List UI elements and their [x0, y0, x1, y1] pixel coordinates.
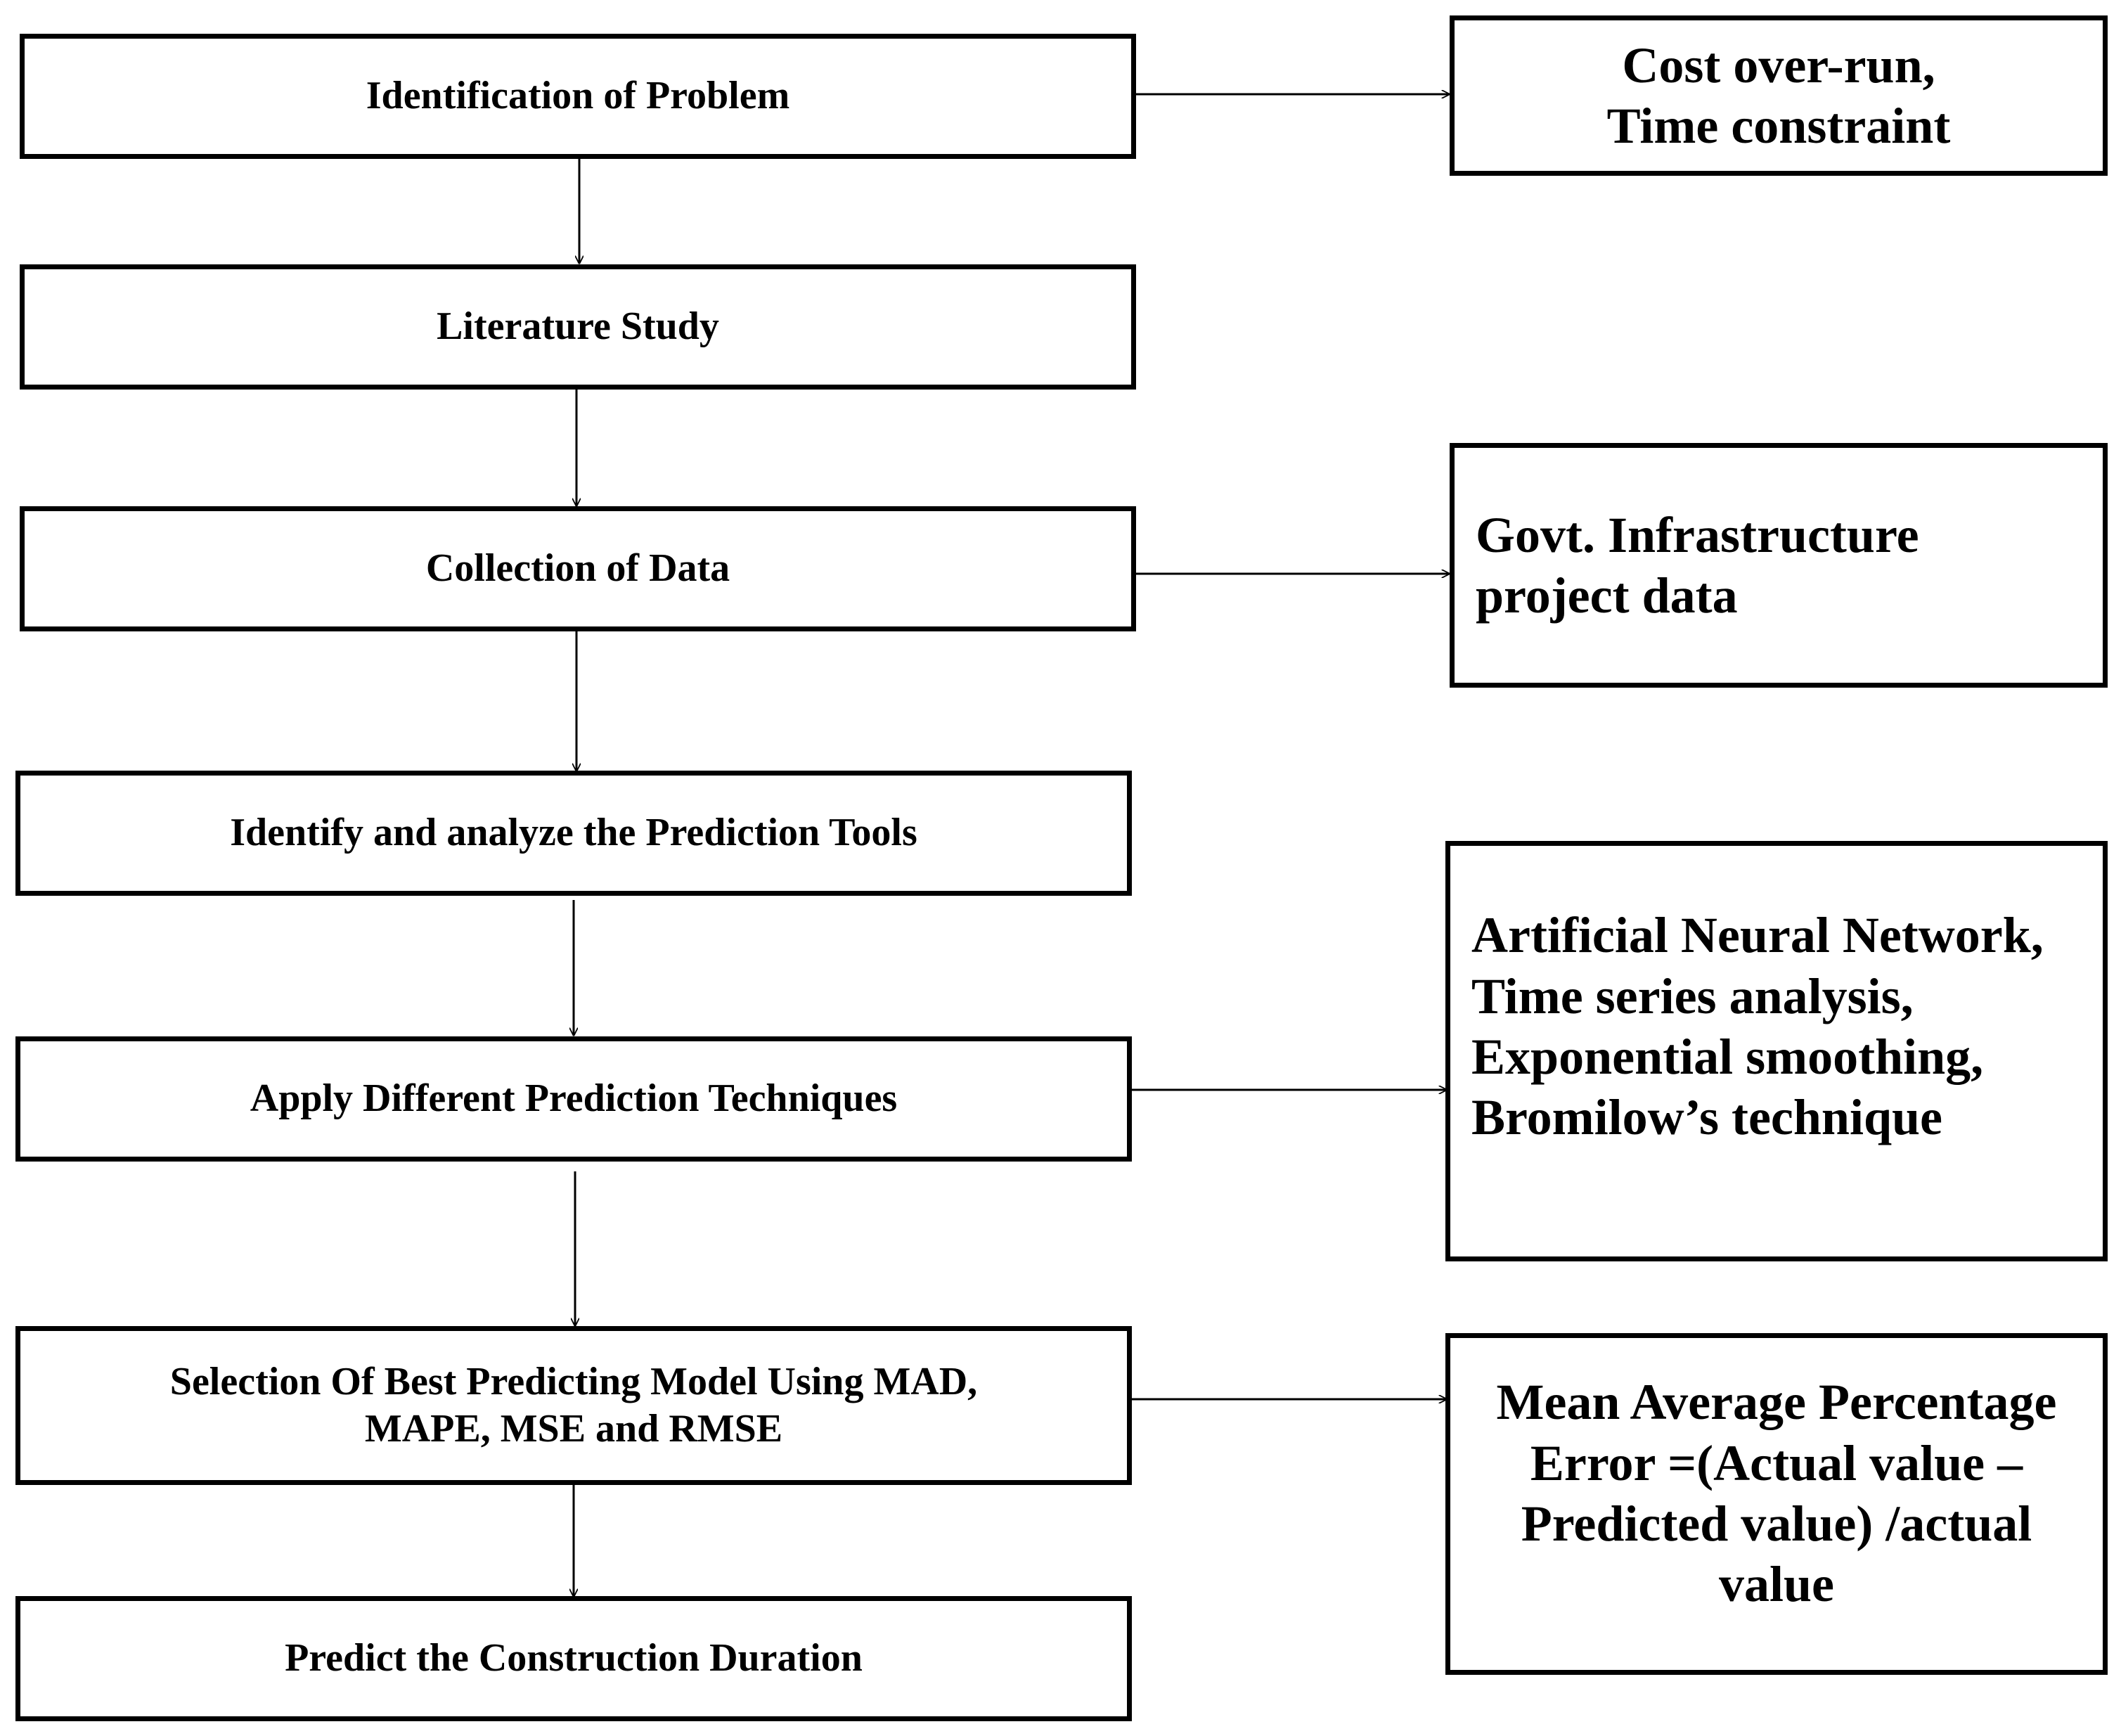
note-line-3: Predicted value) /actual [1521, 1496, 2032, 1552]
note-line-1: Cost over-run, [1622, 37, 1935, 94]
step-label: Literature Study [437, 304, 719, 349]
step-identification-of-problem [20, 34, 1136, 159]
step-identify-prediction-tools [15, 771, 1132, 896]
note-line-2: project data [1476, 567, 1738, 624]
note-line-1: Artificial Neural Network, [1471, 907, 2044, 964]
step-selection-of-best-model [15, 1326, 1132, 1485]
step-apply-prediction-techniques [15, 1036, 1132, 1162]
step-predict-construction-duration [15, 1596, 1132, 1721]
note-line-3: Exponential smoothing, [1471, 1029, 1984, 1085]
step-label-line-1: Selection Of Best Predicting Model Using MAD, [169, 1359, 978, 1403]
note-line-2: Time constraint [1606, 98, 1951, 154]
note-govt-infrastructure-data [1450, 443, 2108, 688]
note-cost-time [1450, 15, 2108, 176]
note-prediction-techniques [1445, 841, 2108, 1261]
note-line-1: Mean Average Percentage [1496, 1374, 2057, 1431]
note-line-2: Time series analysis, [1471, 967, 1914, 1024]
step-label: Predict the Construction Duration [285, 1636, 863, 1680]
step-literature-study [20, 264, 1136, 390]
step-label: Apply Different Prediction Techniques [250, 1076, 898, 1121]
note-line-4: value [1718, 1556, 1834, 1613]
note-line-4: Bromilow’s technique [1471, 1089, 1943, 1146]
step-collection-of-data [20, 506, 1136, 631]
note-line-2: Error =(Actual value – [1530, 1434, 2023, 1491]
note-line-1: Govt. Infrastructure [1476, 506, 1919, 563]
step-label: Identification of Problem [366, 74, 790, 118]
step-label: Identify and analyze the Prediction Tools [230, 811, 917, 855]
step-label: Collection of Data [425, 546, 730, 591]
step-label-line-2: MAPE, MSE and RMSE [364, 1407, 783, 1451]
note-mape-formula [1445, 1333, 2108, 1675]
